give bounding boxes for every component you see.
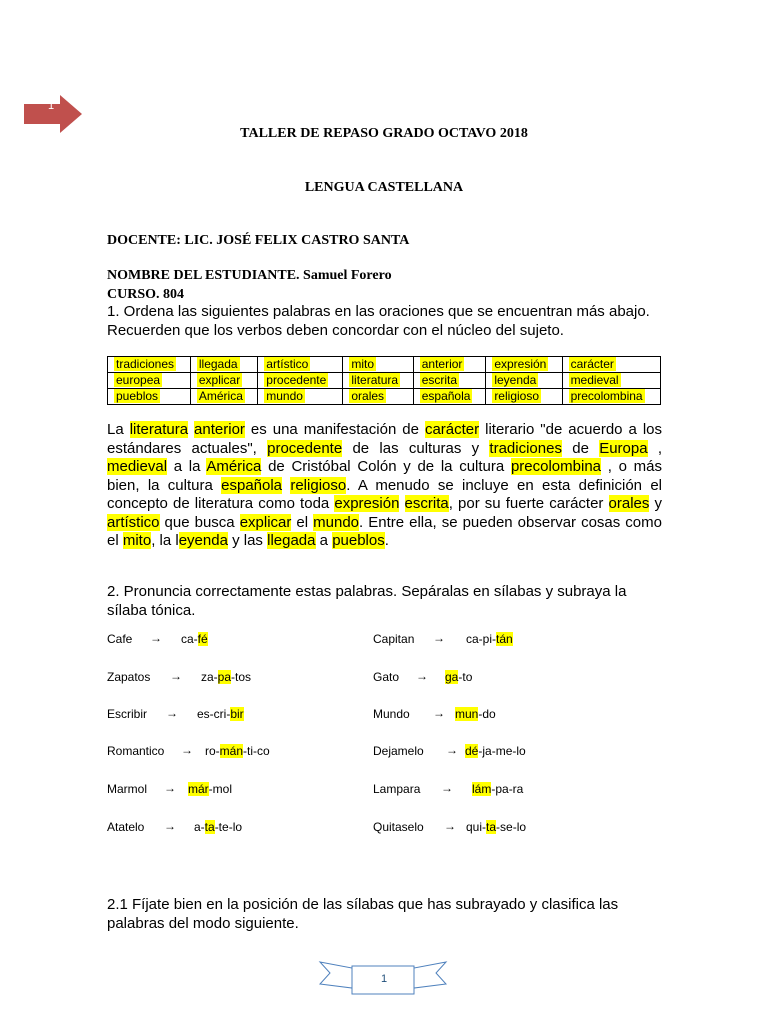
syllable-text: -ti-co [243, 744, 270, 758]
word-label: Quitaselo [373, 820, 424, 834]
highlighted-word: llegada [267, 532, 316, 549]
section1-instruction [107, 303, 662, 340]
stressed-syllable: dé [465, 744, 479, 758]
right-arrow-icon: → [164, 781, 176, 795]
paragraph-text: literario "de acuerdo a los estándares actuales", [107, 421, 662, 457]
section2-instruction-line2: sílaba tónica. [107, 601, 196, 619]
syllable-text: -ja-me-lo [478, 744, 526, 758]
teacher-line: DOCENTE: LIC. JOSÉ FELIX CASTRO SANTA [107, 233, 410, 248]
highlighted-word: española [421, 389, 471, 403]
paragraph-text: La [107, 421, 130, 438]
syllable-split [205, 744, 270, 758]
right-arrow-icon: → [416, 669, 428, 683]
table-cell [190, 373, 257, 389]
right-arrow-icon: → [446, 743, 458, 757]
table-cell [413, 373, 486, 389]
stressed-syllable: tán [496, 632, 513, 646]
highlighted-word: eyenda [178, 532, 228, 549]
highlighted-word: explicar [198, 373, 241, 387]
table-cell [258, 373, 343, 389]
course-line: CURSO. 804 [107, 287, 185, 302]
right-arrow-icon: → [164, 819, 176, 833]
table-cell [108, 389, 191, 405]
table-cell [343, 357, 413, 373]
right-arrow-icon: → [166, 706, 178, 720]
highlighted-word: procedente [267, 439, 343, 457]
syllable-text: -te-lo [214, 820, 243, 834]
highlighted-word: religioso [494, 389, 540, 403]
stressed-syllable: ta [204, 820, 215, 834]
syllable-text: ro- [205, 744, 220, 758]
paragraph-text: , [647, 439, 662, 457]
section21-instruction-line1: 2.1 Fíjate bien en la posición de las sílabas que has subrayado y clasifica las [107, 896, 619, 913]
paragraph-text: , por su fuerte carácter [448, 495, 609, 512]
paragraph-text: de [561, 439, 600, 457]
syllable-text: za- [201, 670, 218, 684]
highlighted-word: artístico [266, 357, 309, 371]
highlighted-word: precolombina [570, 389, 643, 403]
highlighted-word: explicar [239, 513, 292, 531]
stressed-syllable: lám [472, 782, 492, 796]
syllable-split [197, 707, 244, 721]
right-arrow-icon: → [444, 819, 456, 833]
syllable-split [472, 782, 523, 796]
paragraph-text: de las culturas y [342, 439, 490, 457]
highlighted-word: española [221, 476, 283, 494]
table-cell [413, 357, 486, 373]
footer-page-number: 1 [380, 973, 388, 985]
highlighted-word: anterior [421, 357, 463, 371]
section2-instruction-line1: 2. Pronuncia correctamente estas palabras. Sepáralas en sílabas y subraya la [107, 583, 627, 600]
section1-instruction-line1: 1. Ordena las siguientes palabras en las oraciones que se encuentran más abajo. [107, 303, 650, 320]
highlighted-word: pueblos [332, 532, 385, 549]
word-label: Zapatos [107, 670, 151, 684]
table-cell [258, 357, 343, 373]
word-label: Mundo [373, 707, 410, 721]
highlighted-word: orales [351, 389, 385, 403]
word-label: Atatelo [107, 820, 145, 834]
word-label: Gato [373, 670, 400, 684]
table-cell [486, 357, 562, 373]
stressed-syllable: bir [230, 707, 244, 721]
stressed-syllable: mán [219, 744, 244, 758]
paragraph-text: y las [227, 532, 268, 549]
paragraph-text: es una manifestación de [244, 421, 425, 438]
highlighted-word: carácter [570, 357, 614, 371]
highlighted-word: América [198, 389, 243, 403]
right-arrow-icon: → [181, 743, 193, 757]
table-cell [486, 373, 562, 389]
stressed-syllable: mun [455, 707, 479, 721]
syllable-split [465, 744, 526, 758]
student-line [107, 268, 392, 284]
highlighted-word: europea [116, 373, 161, 387]
highlighted-word: mundo [266, 389, 303, 403]
syllable-text: ca-pi- [466, 632, 497, 646]
highlighted-word: literatura [351, 373, 399, 387]
right-arrow-icon: → [150, 631, 162, 645]
right-arrow-icon: → [433, 631, 445, 645]
syllable-text: -mol [208, 782, 233, 796]
table-cell [562, 389, 660, 405]
subject-title: LENGUA CASTELLANA [304, 180, 464, 195]
word-label: Dejamelo [373, 744, 424, 758]
stressed-syllable: pa [217, 670, 232, 684]
paragraph-text: . [384, 532, 389, 549]
paragraph-text: a la [167, 458, 207, 475]
table-cell [108, 373, 191, 389]
word-label: Escribir [107, 707, 148, 721]
syllable-split [466, 820, 526, 834]
section21-instruction [107, 896, 662, 933]
word-label: Romantico [107, 744, 165, 758]
ordering-paragraph [107, 421, 662, 551]
syllable-split [445, 670, 472, 684]
highlighted-word: tradiciones [116, 357, 175, 371]
word-label: Cafe [107, 632, 133, 646]
paragraph-text: . Entre ella, se pueden observar cosas como el [107, 513, 662, 549]
right-arrow-icon: → [433, 706, 445, 720]
syllable-split [466, 632, 513, 646]
table-cell [343, 373, 413, 389]
highlighted-word: literatura [129, 421, 189, 438]
paragraph-text: , la l [151, 532, 179, 549]
page-marker-number: 1 [47, 100, 55, 112]
highlighted-word: expresión [334, 495, 400, 512]
highlighted-word: mundo [313, 513, 360, 531]
section21-instruction-line2: palabras del modo siguiente. [107, 914, 299, 932]
word-label: Capitan [373, 632, 415, 646]
table-row [108, 357, 661, 373]
section1-instruction-line2: Recuerden que los verbos deben concordar con el núcleo del sujeto. [107, 321, 564, 339]
syllable-text: qui- [466, 820, 487, 834]
syllable-text: es-cri- [197, 707, 231, 721]
table-row [108, 373, 661, 389]
syllable-split [188, 782, 232, 796]
table-cell [486, 389, 562, 405]
table-row [108, 389, 661, 405]
table-cell [190, 389, 257, 405]
highlighted-word: Europa [599, 439, 648, 457]
table-cell [258, 389, 343, 405]
syllable-text: -tos [231, 670, 252, 684]
highlighted-word: tradiciones [489, 439, 562, 457]
paragraph-text: de Cristóbal Colón y de la cultura [261, 458, 511, 475]
word-bank-table [107, 356, 661, 405]
highlighted-word: medieval [107, 458, 168, 475]
table-cell [413, 389, 486, 405]
highlighted-word: orales [608, 495, 650, 512]
syllable-text: -se-lo [496, 820, 527, 834]
paragraph-text: , o más bien, la cultura [107, 458, 662, 494]
highlighted-word: artístico [107, 513, 160, 531]
syllable-text: -to [458, 670, 473, 684]
section2-instruction [107, 583, 662, 620]
word-label: Lampara [373, 782, 421, 796]
right-arrow-icon: → [170, 669, 182, 683]
syllable-split [194, 820, 242, 834]
syllable-text: ca- [181, 632, 198, 646]
table-cell [562, 373, 660, 389]
syllable-text: -do [478, 707, 496, 721]
document-title: TALLER DE REPASO GRADO OCTAVO 2018 [240, 126, 528, 141]
paragraph-text: el [291, 513, 314, 531]
highlighted-word: medieval [570, 373, 619, 387]
table-cell [190, 357, 257, 373]
table-cell [343, 389, 413, 405]
highlighted-word: pueblos [116, 389, 159, 403]
highlighted-word: escrita [421, 373, 458, 387]
stressed-syllable: ga [445, 670, 459, 684]
stressed-syllable: fé [197, 632, 208, 646]
highlighted-word: religioso [290, 476, 347, 494]
paragraph-text: y [649, 495, 663, 512]
right-arrow-icon: → [441, 781, 453, 795]
student-label: NOMBRE DEL ESTUDIANTE. [107, 268, 304, 283]
highlighted-word: carácter [424, 421, 480, 438]
highlighted-word: mito [122, 532, 152, 549]
highlighted-word: procedente [266, 373, 327, 387]
syllable-split [455, 707, 496, 721]
paragraph-text: a [315, 532, 333, 549]
student-name: Samuel Forero [303, 268, 392, 283]
highlighted-word: escrita [404, 495, 449, 512]
paragraph-text: que busca [159, 513, 240, 531]
highlighted-word: mito [351, 357, 375, 371]
highlighted-word: América [206, 458, 262, 475]
paragraph-text [399, 495, 404, 512]
paragraph-text: . A menudo se incluye en esta definición el concepto de literatura como toda [107, 476, 662, 512]
syllable-text: -pa-ra [491, 782, 524, 796]
syllable-split [181, 632, 208, 646]
stressed-syllable: már [188, 782, 209, 796]
highlighted-word: anterior [194, 421, 245, 438]
table-cell [562, 357, 660, 373]
highlighted-word: expresión [494, 357, 547, 371]
word-label: Marmol [107, 782, 148, 796]
syllable-split [201, 670, 251, 684]
table-cell [108, 357, 191, 373]
syllable-text: a- [194, 820, 205, 834]
highlighted-word: llegada [198, 357, 238, 371]
highlighted-word: leyenda [494, 373, 537, 387]
stressed-syllable: ta [486, 820, 497, 834]
highlighted-word: precolombina [510, 458, 602, 475]
